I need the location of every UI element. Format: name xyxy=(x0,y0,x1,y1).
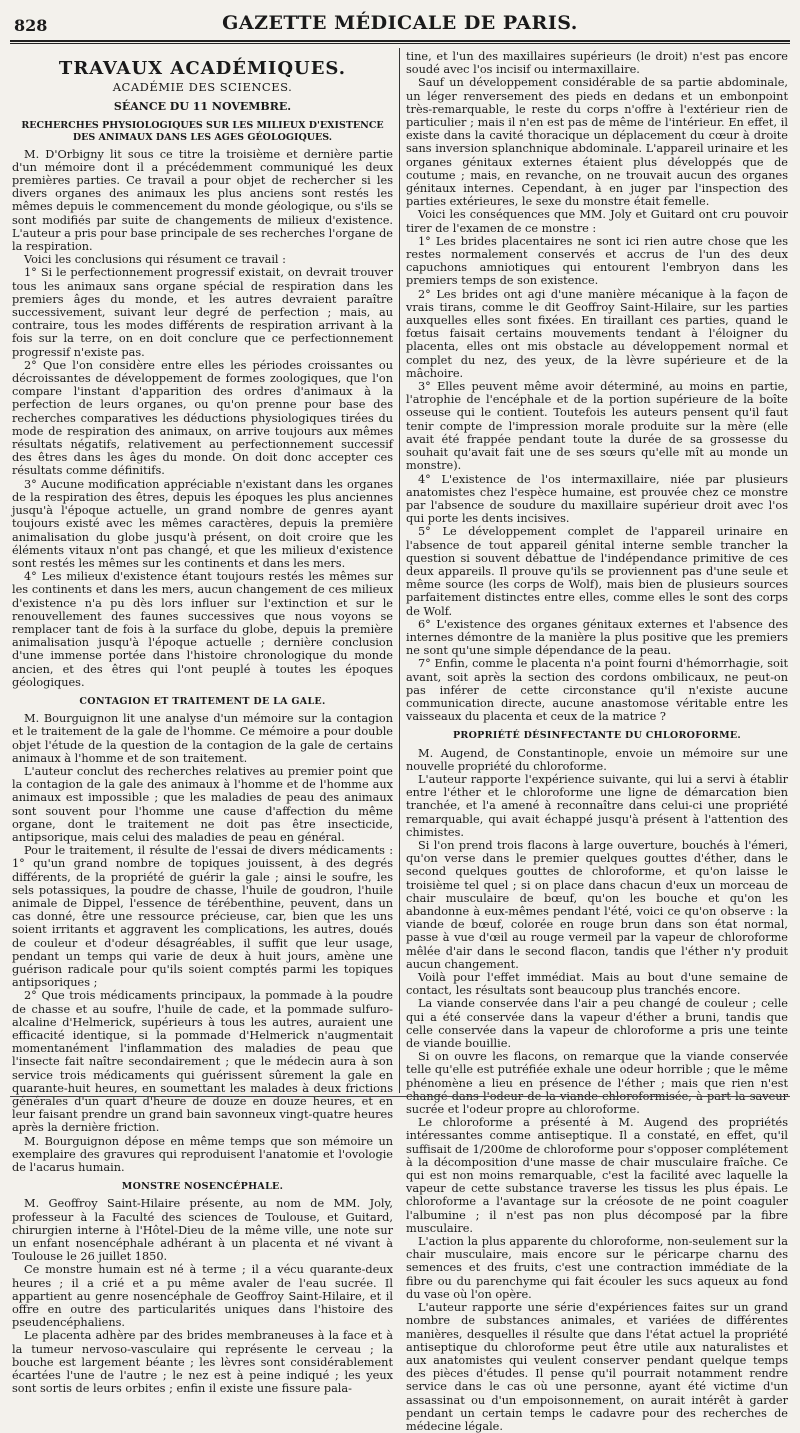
academy-heading: ACADÉMIE DES SCIENCES. xyxy=(112,80,293,95)
paragraph: Si on ouvre les flacons, on remarque que la viande conservée telle qu'elle est putréfiée exhale une odeur horrible ; que le même phénomène a lieu en présence de l'éther ; mais que rien n'est changé dans l'odeur de la viande chloroformisée, à part la saveur sucrée et l'odeur propre au chloroforme. xyxy=(406,1050,788,1117)
article-title-monstre: MONSTRE NOSENCÉPHALE. xyxy=(121,1181,284,1193)
paragraph: Si l'on prend trois flacons à large ouverture, bouchés à l'émeri, qu'on verse dans le premier quelques gouttes d'éther, dans le second quelques gouttes de chloroforme, et qu'on laisse le troisième tel quel ; si on place dans chacun d'eux un morceau de chair musculaire de bœuf, qu'on les bouche et qu'on les abandonne à eux-mêmes pendant l'été, voici ce qu'on observe : la viande de bœuf, colorée en rouge brun dans son état normal, passe à vue d'œil au rouge vermeil par la vapeur de chloroforme mêlée d'air dans le second flacon, tandis que l'éther n'y produit aucun changement. xyxy=(406,838,788,971)
article-title-geology: RECHERCHES PHYSIOLOGIQUES SUR LES MILIEUX D'EXISTENCE DES ANIMAUX DANS LES AGES GÉOLOGIQUES. xyxy=(21,119,384,143)
paragraph: M. Geoffroy Saint-Hilaire présente, au nom de MM. Joly, professeur à la Faculté des sciences de Toulouse, et Guitard, chirurgien interne à l'Hôtel-Dieu de la même ville, une note sur un enfant nosencéphale adhérant à un placenta et né vivant à Toulouse le 26 juillet 1850. xyxy=(12,1197,393,1264)
paragraph: 3° Elles peuvent même avoir déterminé, au moins en partie, l'atrophie de l'encéphale et de la portion supérieure de la boîte osseuse qui le contient. Toutefois les auteurs pensent qu'il faut tenir compte de l'impression morale produite sur la mère (elle avait été frappée pendant toute la durée de sa grossesse du souhait qu'avait fait une de ses sœurs qu'elle mît au monde un monstre). xyxy=(406,380,788,473)
paragraph: 7° Enfin, comme le placenta n'a point fourni d'hémorrhagie, soit avant, soit après la section des cordons ombilicaux, ne peut-on pas inférer de cette circonstance qu'il n'existe aucune communication directe, aucune anastomose véritable entre les vaisseaux du placenta et ceux de la matrice ? xyxy=(406,657,788,724)
paragraph: Pour le traitement, il résulte de l'essai de divers médicaments : 1° qu'un grand nombre de topiques jouissent, à des degrés différents, de la propriété de guérir la gale ; ainsi le soufre, les sels potassiques, la poudre de chasse, l'huile de goudron, l'huile animale de Dippel, l'essence de térébenthine, peuvent, dans un cas donné, être une ressource précieuse, car, bien que les uns soient irritants et aggravent les complications, les autres, doués de couleur et d'odeur désagréables, il suffit que leur usage, pendant un temps qui varie de deux à huit jours, amène une guérison radicale pour qu'ils soient comptés parmi les topiques antipsoriques ; xyxy=(12,844,393,990)
article-body-monstre xyxy=(12,1197,393,1395)
article-body-chloroforme xyxy=(406,747,788,1433)
paragraph: 3° Aucune modification appréciable n'existant dans les organes de la respiration des êtres, depuis les époques les plus anciennes jusqu'à l'époque actuelle, un grand nombre de genres ayant toujours existé avec les mêmes caractères, depuis la première animalisation du globe jusqu'à présent, on doit croire que les éléments vitaux n'ont pas changé, et que les milieux d'existence sont restés les mêmes sur les continents et dans les mers. xyxy=(12,477,393,570)
paragraph: La viande conservée dans l'air a peu changé de couleur ; celle qui a été conservée dans la vapeur d'éther a bruni, tandis que celle conservée dans la vapeur de chloroforme a pris une teinte de viande bouillie. xyxy=(406,997,788,1051)
paragraph: M. Bourguignon lit une analyse d'un mémoire sur la contagion et le traitement de la gale de l'homme. Ce mémoire a pour double objet l'étude de la question de la contagion de la gale de certains animaux à l'homme et de son traitement. xyxy=(12,712,393,765)
article-title-chloroforme: PROPRIÉTÉ DÉSINFECTANTE DU CHLOROFORME. xyxy=(452,730,742,742)
paragraph: L'auteur rapporte une série d'expériences faites sur un grand nombre de substances animales, et variées de différentes manières, desquelles il résulte que dans l'état actuel la propriété antiseptique du chloroforme peut être utile aux naturalistes et aux anatomistes qui veulent conserver pendant quelque temps des pièces d'études. Il pense qu'il pourrait notamment rendre service dans le cas où une personne, ayant été victime d'un assassinat ou d'un empoisonnement, on aurait intérêt à garder pendant un certain temps le cadavre pour des recherches de médecine légale. xyxy=(406,1301,788,1433)
paragraph: 1° Si le perfectionnement progressif existait, on devrait trouver tous les animaux sans organe spécial de respiration dans les premiers âges du monde, et les autres devraient paraître successivement, suivant leur degré de perfection ; mais, au contraire, tous les modes différents de respiration arrivant à la fois sur la terre, on en doit conclure que ce perfectionnement progressif n'existe pas. xyxy=(12,266,393,359)
paragraph: 4° Les milieux d'existence étant toujours restés les mêmes sur les continents et dans les mers, aucun changement de ces milieux d'existence n'a pu dès lors influer sur l'extinction et sur le renouvellement des faunes successives que nous voyons se remplacer tant de fois à la surface du globe, depuis la première animalisation jusqu'à l'époque actuelle ; dernière conclusion d'une immense portée dans l'histoire chronologique du monde ancien, et des êtres qui l'ont peuplé à toutes les époques géologiques. xyxy=(12,570,393,689)
page-header xyxy=(10,6,790,38)
article-title-gale: CONTAGION ET TRAITEMENT DE LA GALE. xyxy=(79,695,326,707)
paragraph: 2° Que trois médicaments principaux, la pommade à la poudre de chasse et au soufre, l'huile de cade, et la pommade sulfuro-alcaline d'Helmerick, supérieurs à tous les autres, auraient une efficacité identique, si la pommade d'Helmerick n'augmentait momentanément l'inflammation des maladies de peau que l'insecte fait naître secondairement ; que le médecin aura à son service trois médicaments qui guérissent sûrement la gale en quarante-huit heures, en soumettant les malades à deux frictions générales d'un quart d'heure de douze en douze heures, et en leur faisant prendre un grand bain savonneux vingt-quatre heures après la dernière friction. xyxy=(12,989,393,1135)
paragraph: L'auteur rapporte l'expérience suivante, qui lui a servi à établir entre l'éther et le chloroforme une ligne de démarcation bien tranchée, et l'a amené à reconnaître dans celui-ci une propriété remarquable, qui avait échappé jusqu'à présent à l'attention des chimistes. xyxy=(406,772,788,839)
paragraph: Ce monstre humain est né à terme ; il a vécu quarante-deux heures ; il a crié et a pu même avaler de l'eau sucrée. Il appartient au genre nosencéphale de Geoffroy Saint-Hilaire, et il offre en outre des particularités uniques dans l'histoire des pseudencéphaliens. xyxy=(12,1263,393,1330)
paragraph: tine, et l'un des maxillaires supérieurs (le droit) n'est pas encore soudé avec l'os incisif ou intermaxillaire. xyxy=(406,50,788,77)
paragraph: Voilà pour l'effet immédiat. Mais au bout d'une semaine de contact, les résultats sont beaucoup plus tranchés encore. xyxy=(406,971,788,998)
seance-heading: SÉANCE DU 11 NOVEMBRE. xyxy=(113,100,292,114)
paragraph: Le placenta adhère par des brides membraneuses à la face et à la tumeur nervoso-vasculaire qui représente le cerveau ; la bouche est largement béante ; les lèvres sont considérablement écartées l'une de l'autre ; le nez est à peine indiqué ; les yeux sont sortis de leurs orbites ; enfin il existe une fissure pala- xyxy=(12,1329,393,1396)
section-title: TRAVAUX ACADÉMIQUES. xyxy=(58,58,347,79)
left-column xyxy=(12,50,393,1396)
page-number: 828 xyxy=(14,16,48,35)
paragraph: L'action la plus apparente du chloroforme, non-seulement sur la chair musculaire, mais encore sur le péricarpe charnu des semences et des fruits, c'est une contraction immédiate de la fibre ou du parenchyme qui fait écouler les sucs aqueux au fond du vase où l'on opère. xyxy=(406,1235,788,1301)
right-column xyxy=(406,50,788,1433)
paragraph: M. D'Orbigny lit sous ce titre la troisième et dernière partie d'un mémoire dont il a précédemment communiqué les deux premières parties. Ce travail a pour objet de rechercher si les divers organes des animaux les plus anciens sont restés les mêmes depuis le commencement du monde géologique, ou s'ils se sont modifiés par suite de changements de milieux d'existence. L'auteur a pris pour base principale de ses recherches l'organe de la respiration. xyxy=(12,147,393,254)
paragraph: 5° Le développement complet de l'appareil urinaire en l'absence de tout appareil génital interne semble trancher la question si souvent débattue de l'indépendance primitive de ces deux appareils. Il prouve qu'ils se proviennent pas d'une seule et même source (les corps de Wolf), mais bien de plusieurs sources parfaitement distinctes entre elles, comme elles le sont des corps de Wolf. xyxy=(406,525,788,618)
paragraph: 2° Que l'on considère entre elles les périodes croissantes ou décroissantes de développement de formes zoologiques, que l'on compare l'instant d'apparition des ordres d'animaux à la perfection de leurs organes, ou qu'on prenne pour base des recherches comparatives les déductions physiologiques tirées du mode de respiration des animaux, on arrive toujours aux mêmes résultats négatifs, relativement au perfectionnement successif des êtres dans les âges du monde. On doit donc accepter ces résultats comme définitifs. xyxy=(12,358,393,478)
column-divider xyxy=(399,48,400,1093)
header-rule xyxy=(10,40,790,42)
paragraph: Le chloroforme a présenté à M. Augend des propriétés intéressantes comme antiseptique. Il a constaté, en effet, qu'il suffisait de 1/200me de chloroforme pour s'opposer complétement à la décomposition d'une masse de chair musculaire fraîche. Ce qui est non moins remarquable, c'est la facilité avec laquelle la vapeur de cette substance traverse les tissus les plus épais. Le chloroforme a l'avantage sur la créosote de ne point coaguler l'albumine ; il n'est pas non plus décomposé par la fibre musculaire. xyxy=(406,1116,788,1235)
paragraph: M. Bourguignon dépose en même temps que son mémoire un exemplaire des gravures qui reproduisent l'anatomie et l'ovologie de l'acarus humain. xyxy=(12,1134,393,1175)
header-rule-thin xyxy=(10,43,790,44)
paragraph: Voici les conséquences que MM. Joly et Guitard ont cru pouvoir tirer de l'examen de ce monstre : xyxy=(406,208,788,235)
journal-title: GAZETTE MÉDICALE DE PARIS. xyxy=(222,12,578,34)
article-body-geology xyxy=(12,148,393,689)
paragraph: 6° L'existence des organes génitaux externes et l'absence des internes démontre de la manière la plus positive que les premiers ne sont qu'une simple dépendance de la peau. xyxy=(406,617,788,658)
paragraph: L'auteur conclut des recherches relatives au premier point que la contagion de la gale des animaux à l'homme et de l'homme aux animaux est impossible ; que les maladies de peau des animaux sont souvent pour l'homme une cause d'affection du même organe, dont le traitement ne doit pas être insecticide, antipsorique, mais celui des maladies de peau en général. xyxy=(12,764,393,844)
paragraph: Voici les conclusions qui résument ce travail : xyxy=(24,253,286,267)
paragraph: 1° Les brides placentaires ne sont ici rien autre chose que les restes normalement conservés et accrus de l'un des deux capuchons amniotiques qui entourent l'embryon dans les premiers temps de son existence. xyxy=(406,234,788,288)
paragraph: 4° L'existence de l'os intermaxillaire, niée par plusieurs anatomistes chez l'espèce humaine, est prouvée chez ce monstre par l'absence de soudure du maxillaire supérieur droit avec l'os qui porte les dents incisives. xyxy=(406,472,788,526)
footer-rule xyxy=(10,1096,790,1097)
article-body-gale xyxy=(12,712,393,1174)
paragraph: Sauf un développement considérable de sa partie abdominale, un léger renversement des pieds en dedans et un embonpoint très-remarquable, le reste du corps n'offre à l'extérieur rien de particulier ; mais il n'en est pas de même de l'intérieur. En effet, il existe dans la cavité thoracique un déplacement du cœur à droite sans inversion splanchnique abdominale. L'appareil urinaire et les organes génitaux externes étaient plus développés que de coutume ; mais, en revanche, on ne trouvait aucun des organes génitaux internes. Cependant, à en juger par l'inspection des parties extérieures, le sexe du monstre était femelle. xyxy=(406,76,788,209)
paragraph: 2° Les brides ont agi d'une manière mécanique à la façon de vrais tirans, comme le dit Geoffroy Saint-Hilaire, sur les parties auxquelles elles sont fixées. En tiraillant ces parties, quand le fœtus faisait certains mouvements tendant à l'éloigner du placenta, elles ont mis obstacle au développement normal et complet du nez, des yeux, de la lèvre supérieure et de la mâchoire. xyxy=(406,287,788,380)
article-body-monstre-continued xyxy=(406,50,788,723)
paragraph: M. Augend, de Constantinople, envoie un mémoire sur une nouvelle propriété du chloroforme. xyxy=(406,746,788,773)
